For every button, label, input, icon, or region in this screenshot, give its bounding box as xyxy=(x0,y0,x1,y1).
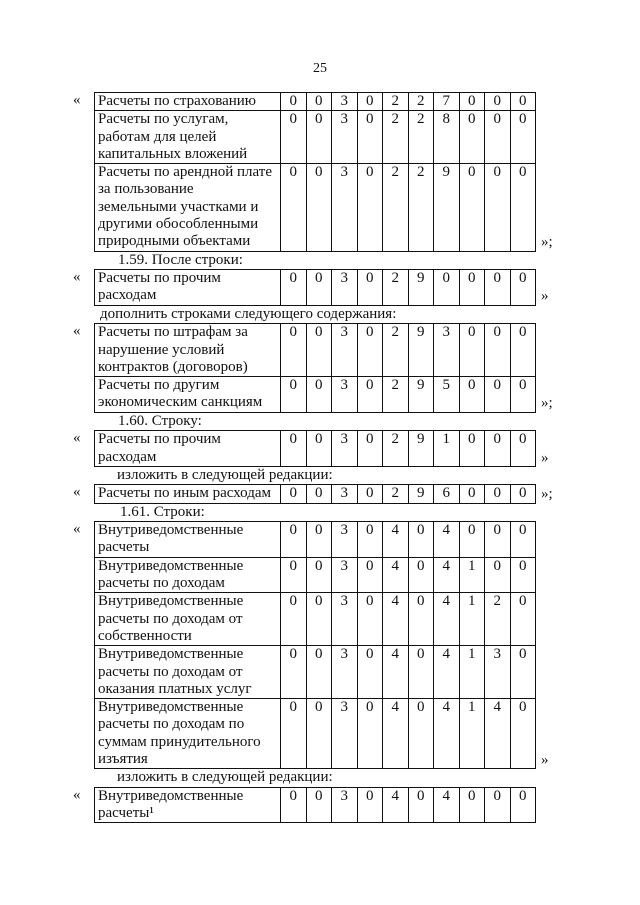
code-digit: 1 xyxy=(459,593,485,646)
code-digit: 3 xyxy=(332,522,358,558)
code-digit: 3 xyxy=(332,270,358,306)
code-digit: 0 xyxy=(485,377,511,413)
account-name-line: суммам принудительного xyxy=(98,733,261,750)
closing-quote: » xyxy=(541,752,549,768)
code-digit: 0 xyxy=(306,93,332,111)
account-code-table xyxy=(94,269,536,306)
code-digit: 4 xyxy=(383,646,409,699)
table-row xyxy=(95,699,536,769)
code-digit: 0 xyxy=(281,787,307,823)
code-digit: 0 xyxy=(510,557,536,593)
account-name-line: Внутриведомственные xyxy=(98,787,244,804)
account-code-table xyxy=(94,430,536,467)
code-digit: 0 xyxy=(357,324,383,377)
code-digit: 9 xyxy=(408,377,434,413)
code-digit: 2 xyxy=(383,164,409,251)
code-digit: 1 xyxy=(459,557,485,593)
account-name-line: изъятия xyxy=(98,751,148,767)
code-digit: 2 xyxy=(383,485,409,503)
code-digit: 2 xyxy=(408,111,434,164)
amendment-table xyxy=(0,323,640,412)
table-row xyxy=(95,93,536,111)
code-digit: 0 xyxy=(281,646,307,699)
code-digit: 0 xyxy=(281,270,307,306)
table-row xyxy=(95,270,536,306)
code-digit: 0 xyxy=(485,164,511,251)
code-digit: 0 xyxy=(408,699,434,769)
code-digit: 0 xyxy=(281,557,307,593)
code-digit: 0 xyxy=(281,593,307,646)
code-digit: 1 xyxy=(459,646,485,699)
code-digit: 3 xyxy=(332,324,358,377)
account-name-line: расчеты по доходам от xyxy=(98,663,243,680)
instruction-text: дополнить строками следующего содержания: xyxy=(100,305,397,322)
code-digit: 3 xyxy=(332,485,358,503)
account-name-line: расчеты по доходам xyxy=(98,575,225,592)
table-row xyxy=(95,164,536,251)
code-digit: 2 xyxy=(408,93,434,111)
code-digit: 0 xyxy=(357,270,383,306)
account-name-line: собственности xyxy=(98,627,192,644)
table-row xyxy=(95,593,536,646)
table-row xyxy=(95,787,536,823)
code-digit: 0 xyxy=(485,111,511,164)
code-digit: 0 xyxy=(281,485,307,503)
code-digit: 2 xyxy=(383,93,409,111)
code-digit: 0 xyxy=(357,699,383,769)
code-digit: 0 xyxy=(485,324,511,377)
code-digit: 4 xyxy=(434,522,460,558)
code-digit: 4 xyxy=(383,699,409,769)
code-digit: 0 xyxy=(510,111,536,164)
account-name-line: другими обособленными xyxy=(98,216,259,233)
code-digit: 7 xyxy=(434,93,460,111)
code-digit: 9 xyxy=(408,431,434,467)
table-row xyxy=(95,377,536,413)
code-digit: 2 xyxy=(383,111,409,164)
account-code-table xyxy=(94,521,536,769)
opening-quote: « xyxy=(73,92,81,108)
amendment-table xyxy=(0,430,640,467)
code-digit: 4 xyxy=(434,699,460,769)
code-digit: 0 xyxy=(306,431,332,467)
opening-quote: « xyxy=(73,430,81,447)
instruction-text: 1.60. Строку: xyxy=(118,412,202,429)
opening-quote: « xyxy=(73,484,81,501)
account-name-line: Расчеты по страхованию xyxy=(98,93,257,109)
code-digit: 9 xyxy=(408,270,434,306)
code-digit: 0 xyxy=(408,593,434,646)
table-row xyxy=(95,485,536,503)
instruction-text: изложить в следующей редакции: xyxy=(117,466,333,483)
code-digit: 2 xyxy=(485,593,511,646)
account-name-line: расходам xyxy=(98,448,157,465)
account-name-line: расчеты xyxy=(98,539,150,556)
code-digit: 6 xyxy=(434,485,460,503)
code-digit: 2 xyxy=(408,164,434,251)
account-name-line: оказания платных услуг xyxy=(98,680,252,697)
code-digit: 0 xyxy=(485,485,511,503)
code-digit: 4 xyxy=(485,699,511,769)
code-digit: 0 xyxy=(485,93,511,111)
code-digit: 0 xyxy=(281,164,307,251)
code-digit: 0 xyxy=(459,431,485,467)
code-digit: 0 xyxy=(434,270,460,306)
instruction-text: 1.61. Строки: xyxy=(120,503,205,520)
account-name-line: расчеты по доходам от xyxy=(98,610,243,627)
account-code-table xyxy=(94,787,536,824)
code-digit: 0 xyxy=(357,377,383,413)
instruction-text: 1.59. После строки: xyxy=(118,251,243,268)
code-digit: 0 xyxy=(306,270,332,306)
code-digit: 0 xyxy=(306,593,332,646)
code-digit: 0 xyxy=(408,522,434,558)
code-digit: 0 xyxy=(485,431,511,467)
code-digit: 0 xyxy=(306,699,332,769)
closing-quote: » xyxy=(541,449,549,466)
code-digit: 4 xyxy=(434,593,460,646)
code-digit: 2 xyxy=(383,270,409,306)
code-digit: 0 xyxy=(510,522,536,558)
account-name-line: нарушение условий xyxy=(98,341,225,358)
account-name-line: расчеты по доходам по xyxy=(98,716,245,733)
code-digit: 0 xyxy=(485,787,511,823)
code-digit: 0 xyxy=(306,111,332,164)
table-row xyxy=(95,111,536,164)
code-digit: 0 xyxy=(357,593,383,646)
table-row xyxy=(95,431,536,467)
code-digit: 4 xyxy=(383,522,409,558)
account-name-line: капитальных вложений xyxy=(98,145,248,162)
code-digit: 3 xyxy=(434,324,460,377)
code-digit: 4 xyxy=(434,646,460,699)
account-name-line: земельными участками и xyxy=(98,198,259,215)
account-name-line: Расчеты по прочим xyxy=(98,270,221,287)
amendment-table xyxy=(0,484,640,503)
code-digit: 2 xyxy=(383,431,409,467)
account-name-line: расходам xyxy=(98,287,157,304)
code-digit: 3 xyxy=(332,593,358,646)
table-row xyxy=(95,646,536,699)
account-code-table xyxy=(94,323,536,412)
account-name-line: экономическим санкциям xyxy=(98,394,263,411)
code-digit: 0 xyxy=(459,93,485,111)
account-name xyxy=(95,324,281,377)
code-digit: 0 xyxy=(408,557,434,593)
closing-quote: »; xyxy=(541,234,553,251)
code-digit: 4 xyxy=(434,557,460,593)
opening-quote: « xyxy=(73,786,81,803)
closing-quote: »; xyxy=(541,486,553,503)
account-name xyxy=(95,164,281,251)
account-name xyxy=(95,93,281,111)
opening-quote: « xyxy=(73,269,81,286)
closing-quote: »; xyxy=(541,395,553,412)
code-digit: 4 xyxy=(383,557,409,593)
code-digit: 0 xyxy=(281,522,307,558)
code-digit: 4 xyxy=(383,787,409,823)
code-digit: 0 xyxy=(485,557,511,593)
code-digit: 0 xyxy=(306,377,332,413)
code-digit: 0 xyxy=(510,270,536,306)
code-digit: 0 xyxy=(357,431,383,467)
code-digit: 0 xyxy=(281,699,307,769)
code-digit: 5 xyxy=(434,377,460,413)
code-digit: 0 xyxy=(459,787,485,823)
code-digit: 0 xyxy=(459,377,485,413)
code-digit: 0 xyxy=(510,93,536,111)
account-name xyxy=(95,270,281,306)
account-name-line: природными объектами xyxy=(98,233,251,250)
amendment-table xyxy=(0,787,640,824)
account-name-line: Внутриведомственные xyxy=(98,557,244,574)
code-digit: 3 xyxy=(332,93,358,111)
code-digit: 4 xyxy=(383,593,409,646)
code-digit: 0 xyxy=(459,111,485,164)
instruction-text: изложить в следующей редакции: xyxy=(117,769,333,786)
code-digit: 0 xyxy=(306,522,332,558)
account-name xyxy=(95,522,281,558)
account-name-line: контрактов (договоров) xyxy=(98,358,248,375)
code-digit: 1 xyxy=(459,699,485,769)
amendment-table xyxy=(0,92,640,252)
code-digit: 2 xyxy=(383,377,409,413)
code-digit: 0 xyxy=(357,485,383,503)
code-digit: 0 xyxy=(459,270,485,306)
code-digit: 0 xyxy=(281,431,307,467)
amendment-table xyxy=(0,269,640,306)
code-digit: 0 xyxy=(408,646,434,699)
code-digit: 1 xyxy=(434,431,460,467)
code-digit: 0 xyxy=(357,164,383,251)
code-digit: 0 xyxy=(485,270,511,306)
code-digit: 0 xyxy=(281,324,307,377)
code-digit: 9 xyxy=(408,324,434,377)
table-row xyxy=(95,324,536,377)
account-name-line: Расчеты по прочим xyxy=(98,431,221,448)
code-digit: 0 xyxy=(510,593,536,646)
account-name xyxy=(95,485,281,503)
opening-quote: « xyxy=(73,323,81,340)
code-digit: 0 xyxy=(306,324,332,377)
code-digit: 0 xyxy=(306,787,332,823)
code-digit: 3 xyxy=(332,431,358,467)
account-name-line: Внутриведомственные xyxy=(98,699,244,716)
account-name-line: Внутриведомственные xyxy=(98,522,244,539)
table-row xyxy=(95,557,536,593)
code-digit: 0 xyxy=(357,93,383,111)
account-code-table xyxy=(94,92,536,252)
opening-quote: « xyxy=(73,521,81,538)
account-name xyxy=(95,111,281,164)
table-row xyxy=(95,522,536,558)
account-name xyxy=(95,431,281,467)
code-digit: 3 xyxy=(485,646,511,699)
code-digit: 9 xyxy=(408,485,434,503)
code-digit: 0 xyxy=(510,324,536,377)
account-name-line: Расчеты по другим xyxy=(98,377,220,394)
code-digit: 3 xyxy=(332,787,358,823)
code-digit: 0 xyxy=(306,557,332,593)
account-name-line: Расчеты по штрафам за xyxy=(98,324,248,341)
code-digit: 2 xyxy=(383,324,409,377)
account-code-table xyxy=(94,484,536,503)
account-name-line: расчеты¹ xyxy=(98,805,154,822)
account-name xyxy=(95,787,281,823)
code-digit: 3 xyxy=(332,699,358,769)
account-name-line: Внутриведомственные xyxy=(98,646,244,663)
code-digit: 9 xyxy=(434,164,460,251)
code-digit: 0 xyxy=(281,377,307,413)
code-digit: 0 xyxy=(459,164,485,251)
code-digit: 0 xyxy=(459,522,485,558)
account-name xyxy=(95,377,281,413)
code-digit: 3 xyxy=(332,111,358,164)
code-digit: 0 xyxy=(510,699,536,769)
account-name-line: Внутриведомственные xyxy=(98,593,244,610)
code-digit: 0 xyxy=(510,787,536,823)
account-name xyxy=(95,557,281,593)
closing-quote: » xyxy=(541,288,549,305)
account-name xyxy=(95,646,281,699)
code-digit: 0 xyxy=(408,787,434,823)
account-name-line: Расчеты по иным расходам xyxy=(98,485,271,502)
code-digit: 4 xyxy=(434,787,460,823)
code-digit: 0 xyxy=(357,646,383,699)
code-digit: 0 xyxy=(459,324,485,377)
code-digit: 0 xyxy=(510,646,536,699)
code-digit: 0 xyxy=(510,485,536,503)
document-body xyxy=(0,92,640,823)
account-name-line: Расчеты по услугам, xyxy=(98,111,229,128)
page-number: 25 xyxy=(313,61,327,76)
code-digit: 3 xyxy=(332,377,358,413)
account-name-line: за пользование xyxy=(98,181,194,198)
code-digit: 0 xyxy=(510,431,536,467)
code-digit: 8 xyxy=(434,111,460,164)
code-digit: 0 xyxy=(306,164,332,251)
code-digit: 0 xyxy=(306,646,332,699)
code-digit: 3 xyxy=(332,646,358,699)
amendment-table xyxy=(0,521,640,769)
code-digit: 0 xyxy=(357,787,383,823)
account-name xyxy=(95,593,281,646)
code-digit: 0 xyxy=(281,93,307,111)
code-digit: 0 xyxy=(357,111,383,164)
code-digit: 3 xyxy=(332,164,358,251)
account-name-line: работам для целей xyxy=(98,128,217,145)
code-digit: 0 xyxy=(510,164,536,251)
code-digit: 0 xyxy=(281,111,307,164)
code-digit: 0 xyxy=(306,485,332,503)
code-digit: 0 xyxy=(510,377,536,413)
account-name-line: Расчеты по арендной плате xyxy=(98,164,272,181)
account-name xyxy=(95,699,281,769)
code-digit: 3 xyxy=(332,557,358,593)
code-digit: 0 xyxy=(357,522,383,558)
code-digit: 0 xyxy=(357,557,383,593)
code-digit: 0 xyxy=(485,522,511,558)
code-digit: 0 xyxy=(459,485,485,503)
